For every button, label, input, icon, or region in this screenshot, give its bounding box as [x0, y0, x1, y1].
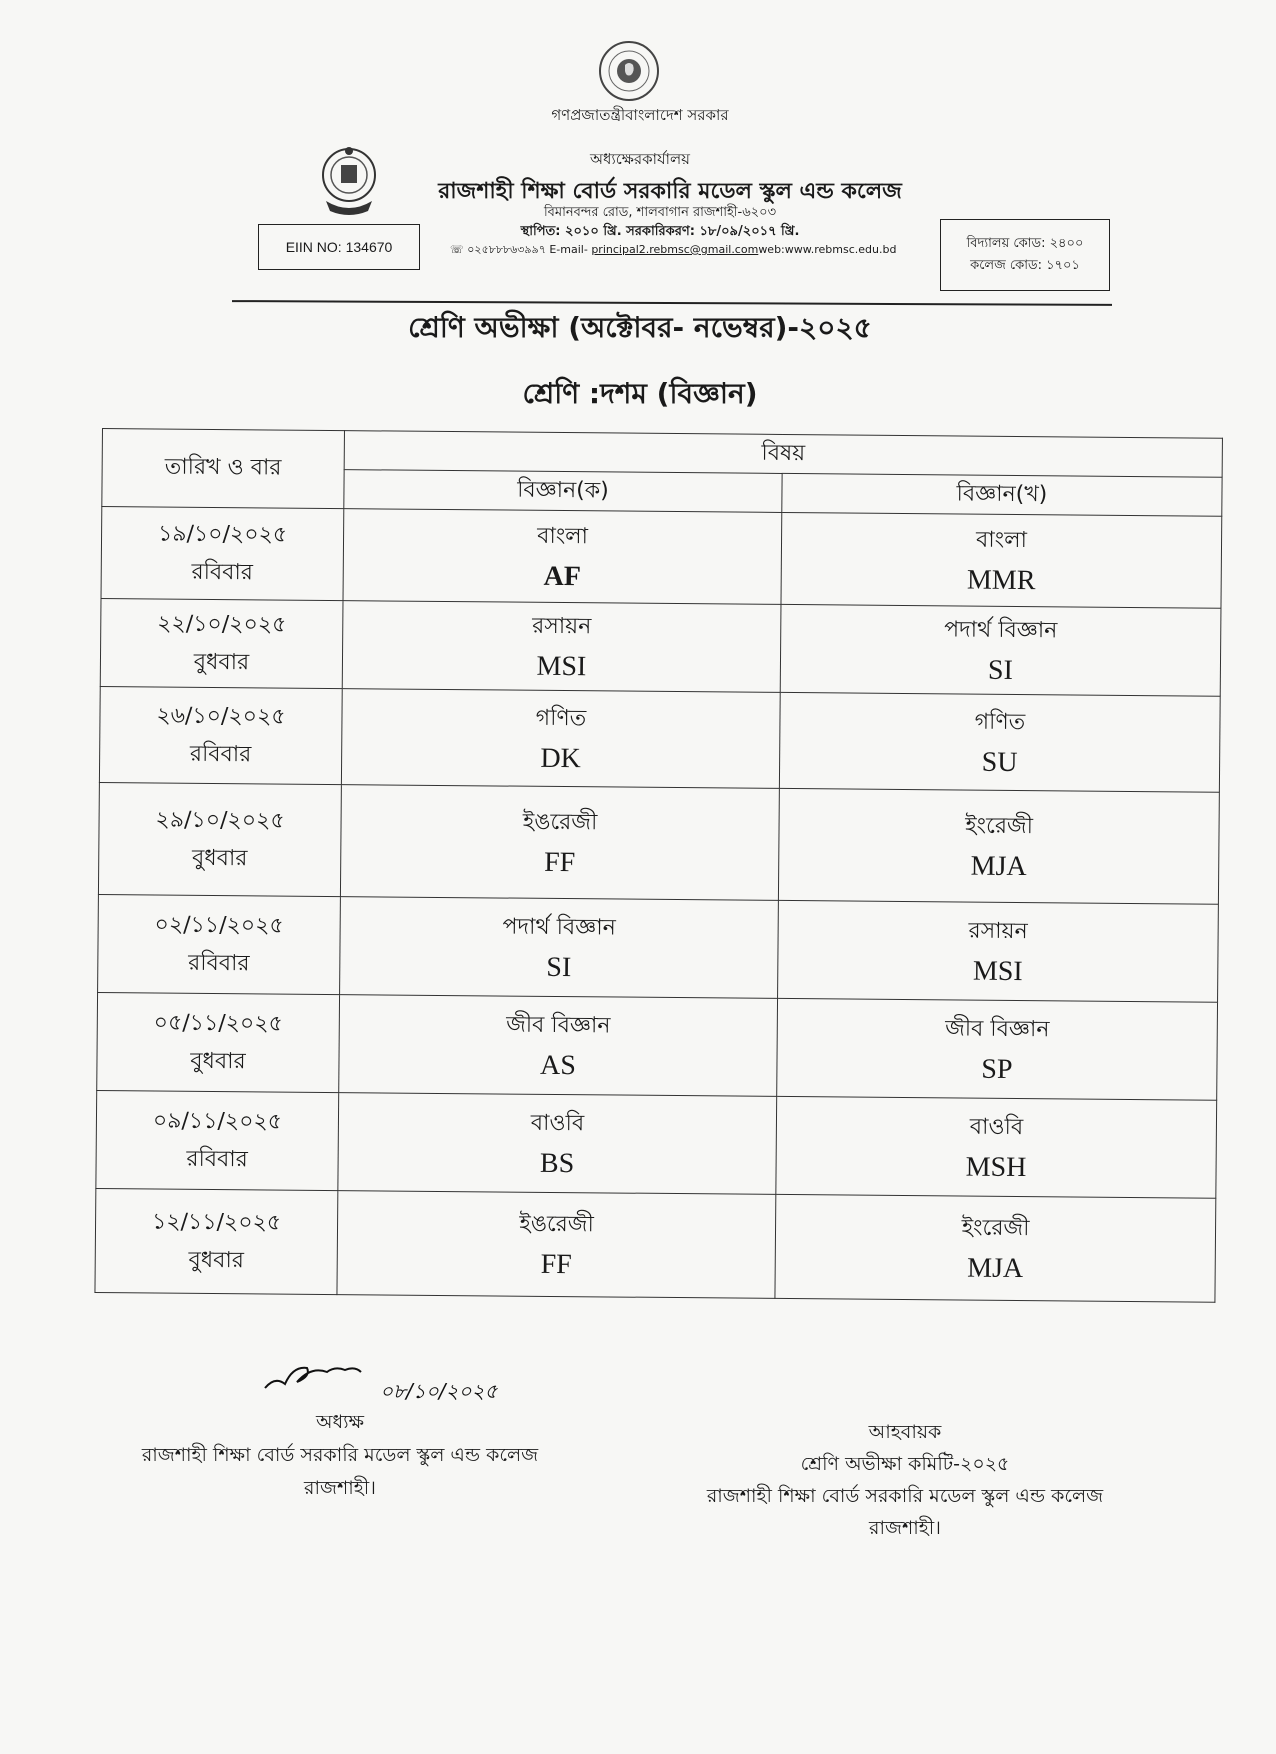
- section-a-cell: [337, 1191, 776, 1299]
- routine-body: [95, 507, 1222, 1303]
- exam-day: রবিবার: [191, 559, 254, 585]
- established-info: স্থাপিত: ২০১০ খ্রি. সরকারিকরণ: ১৮/০৯/২০১৭ খ্রি.: [520, 224, 800, 239]
- email-link[interactable]: principal2.rebmsc@gmail.com: [591, 243, 759, 256]
- school-address: বিমানবন্দর রোড, শালবাগান রাজশাহী-৬২০৩: [543, 205, 777, 220]
- principal-city: রাজশাহী।: [304, 1477, 376, 1499]
- section-b-teacher: MJA: [970, 850, 1027, 882]
- table-row: [100, 598, 1221, 696]
- phone-number: ০২৫৮৮৮৬৩৯৯৭: [467, 243, 546, 256]
- section-a-subject: ইঙরেজী: [519, 1211, 594, 1237]
- section-a-cell: [339, 995, 778, 1097]
- website-link[interactable]: web:www.rebmsc.edu.bd: [758, 243, 897, 256]
- convener-signature-block: [660, 1416, 1150, 1544]
- code-box: [940, 219, 1110, 291]
- convener-committee: শ্রেণি অভীক্ষা কমিটি-২০২৫: [800, 1453, 1010, 1475]
- section-b-subject: বাওবি: [969, 1114, 1024, 1140]
- section-a-cell: [338, 1093, 777, 1195]
- section-a-teacher: AS: [539, 1049, 576, 1081]
- exam-day: বুধবার: [188, 1247, 245, 1273]
- section-a-subject: বাওবি: [530, 1110, 585, 1136]
- section-a-teacher: DK: [540, 742, 581, 774]
- section-b-subject: গণিত: [974, 709, 1026, 735]
- section-a-cell: [340, 785, 779, 901]
- office-line: অধ্যক্ষেরকার্যালয়: [589, 150, 691, 168]
- section-b-teacher: MSH: [965, 1151, 1027, 1183]
- section-a-teacher: FF: [540, 1248, 572, 1280]
- section-b-cell: [776, 1096, 1217, 1198]
- section-a-teacher: MSI: [536, 650, 587, 682]
- exam-date: ২৬/১০/২০২৫: [156, 702, 286, 730]
- exam-day: বুধবার: [191, 845, 248, 871]
- exam-date: ০৯/১১/২০২৫: [152, 1107, 283, 1135]
- school-logo-icon: [318, 145, 380, 217]
- section-a-cell: [343, 509, 782, 605]
- exam-date: ২২/১০/২০২৫: [157, 610, 287, 638]
- section-b-teacher: SU: [981, 746, 1018, 778]
- exam-day: রবিবার: [189, 741, 252, 767]
- section-a-teacher: BS: [539, 1147, 575, 1179]
- school-name: রাজশাহী শিক্ষা বোর্ড সরকারি মডেল স্কুল এন্ড কলেজ: [438, 179, 902, 204]
- section-b-subject: ইংরেজী: [965, 813, 1034, 839]
- exam-day: রবিবার: [186, 1146, 248, 1172]
- convener-institution: রাজশাহী শিক্ষা বোর্ড সরকারি মডেল স্কুল এন্ড কলেজ: [706, 1485, 1104, 1507]
- section-a-cell: [341, 689, 780, 789]
- section-b-subject: রসায়ন: [968, 918, 1028, 944]
- government-line: গণপ্রজাতন্ত্রীবাংলাদেশ সরকার: [551, 106, 729, 124]
- exam-day: বুধবার: [193, 649, 250, 675]
- section-b-subject: ইংরেজী: [961, 1215, 1030, 1241]
- section-b-teacher: MJA: [967, 1252, 1024, 1284]
- section-b-cell: [778, 900, 1219, 1002]
- date-cell: [97, 992, 340, 1092]
- section-a-subject: রসায়ন: [532, 613, 592, 639]
- section-b-cell: [778, 788, 1219, 904]
- section-b-cell: [777, 998, 1218, 1100]
- eiin-number: EIIN NO: 134670: [285, 239, 393, 255]
- date-day-header: তারিখ ও বার: [102, 429, 345, 509]
- section-b-subject: পদার্থ বিজ্ঞান: [944, 616, 1058, 643]
- convener-designation: আহবায়ক: [868, 1421, 942, 1443]
- table-row: [98, 894, 1219, 1002]
- section-b-subject: জীব বিজ্ঞান: [945, 1015, 1050, 1042]
- subject-header: বিষয়: [344, 431, 1222, 478]
- section-b-teacher: SI: [987, 654, 1014, 686]
- exam-date: ২৯/১০/২০২৫: [155, 806, 285, 834]
- phone-icon: ☏: [450, 243, 464, 256]
- exam-title: শ্রেণি অভীক্ষা (অক্টোবর- নভেম্বর)-২০২৫: [408, 311, 872, 344]
- section-b-cell: [775, 1194, 1216, 1302]
- section-a-cell: [340, 897, 779, 999]
- table-row: [95, 1188, 1216, 1302]
- table-row: [97, 992, 1218, 1100]
- exam-day: রবিবার: [188, 950, 250, 976]
- eiin-box: [258, 224, 420, 270]
- school-code: বিদ্যালয় কোড: ২৪০০: [966, 236, 1084, 251]
- college-code: কলেজ কোড: ১৭০১: [970, 258, 1080, 273]
- convener-city: রাজশাহী।: [869, 1517, 941, 1539]
- table-row: [101, 507, 1222, 609]
- date-cell: [96, 1090, 339, 1190]
- table-row: [98, 782, 1219, 904]
- exam-day: বুধবার: [190, 1048, 246, 1074]
- section-a-subject: পদার্থ বিজ্ঞান: [502, 914, 616, 941]
- section-a-subject: ইঙরেজী: [522, 809, 598, 835]
- section-a-subject: জীব বিজ্ঞান: [506, 1012, 611, 1038]
- date-cell: [98, 782, 341, 896]
- section-a-header: বিজ্ঞান(ক): [344, 470, 782, 513]
- date-cell: [95, 1188, 338, 1294]
- table-row: [96, 1090, 1217, 1198]
- section-b-teacher: MSI: [972, 955, 1023, 987]
- date-cell: [100, 598, 343, 688]
- section-b-cell: [781, 512, 1222, 608]
- section-a-teacher: AF: [543, 560, 582, 592]
- date-cell: [101, 507, 344, 601]
- section-a-subject: গণিত: [535, 705, 587, 731]
- exam-date: ০৫/১১/২০২৫: [153, 1009, 283, 1037]
- principal-signature-block: [100, 1406, 580, 1505]
- section-b-teacher: SP: [981, 1053, 1013, 1085]
- date-cell: [98, 894, 341, 994]
- section-b-cell: [780, 604, 1221, 696]
- section-b-cell: [779, 692, 1220, 792]
- class-title: শ্রেণি :দশম (বিজ্ঞান): [522, 377, 758, 410]
- section-a-cell: [342, 601, 781, 693]
- table-row: [99, 686, 1220, 792]
- exam-routine-table: [94, 428, 1223, 1303]
- section-a-subject: বাংলা: [537, 523, 589, 549]
- government-seal-icon: [598, 40, 660, 102]
- section-a-teacher: FF: [544, 846, 576, 878]
- email-label: E-mail-: [549, 243, 588, 256]
- date-cell: [99, 686, 342, 784]
- section-b-header: বিজ্ঞান(খ): [782, 473, 1222, 516]
- section-a-teacher: SI: [546, 951, 572, 983]
- principal-institution: রাজশাহী শিক্ষা বোর্ড সরকারি মডেল স্কুল এন্ড কলেজ: [141, 1444, 539, 1466]
- section-b-teacher: MMR: [966, 564, 1036, 596]
- section-b-subject: বাংলা: [976, 527, 1028, 553]
- principal-signature: [260, 1340, 530, 1410]
- exam-date: ১২/১১/২০২৫: [151, 1208, 282, 1236]
- exam-date: ১৯/১০/২০২৫: [157, 520, 288, 548]
- contact-info: [450, 241, 910, 260]
- principal-designation: অধ্যক্ষ: [315, 1411, 364, 1433]
- exam-date: ০২/১১/২০২৫: [154, 911, 284, 939]
- signature-date: ০৮/১০/২০২৫: [380, 1379, 498, 1403]
